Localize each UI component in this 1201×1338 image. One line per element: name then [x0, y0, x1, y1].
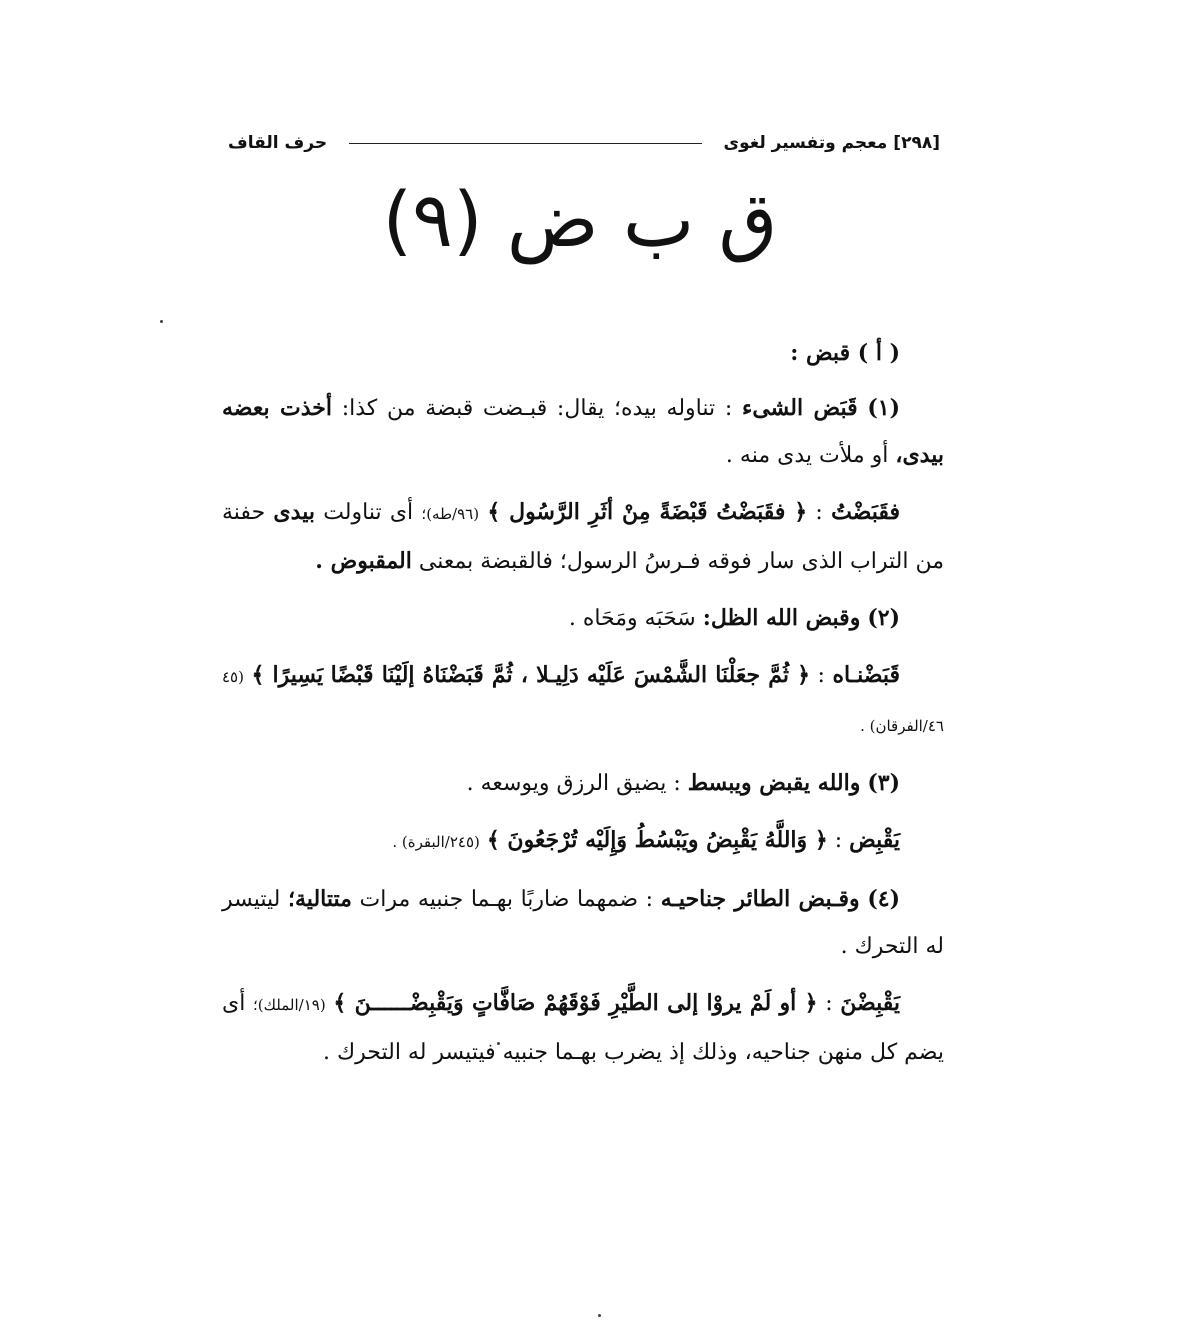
- separator: :: [825, 991, 833, 1016]
- entry-3: [222, 760, 944, 807]
- scan-speck: [598, 1314, 601, 1317]
- quran-example-1: [222, 489, 944, 585]
- quran-verse: ﴿ وَاللَّهُ يَقْبِضُ ويَبْسُطُ وَإِلَيْه تُرْجَعُونَ ﴾: [486, 827, 828, 853]
- example-word: يَقْبِض: [849, 827, 900, 853]
- quran-verse: ﴿ ثُمَّ جعَلْنَا الشَّمْسَ عَلَيْه دَلِيـلا ، ثُمَّ قَبَضْنَاهُ إلَيْنَا قَبْضًا: [330, 662, 811, 688]
- explanation-end: فيتيسر له التحرك .: [323, 1040, 496, 1065]
- example-word: قَبَضْنـاه: [832, 662, 900, 688]
- dictionary-body: [222, 330, 944, 1086]
- quran-verse: ﴿ فقَبَضْتُ قَبْضَةً مِنْ أثَرِ الرَّسُول ﴾: [487, 499, 808, 525]
- header-rule: [349, 143, 701, 144]
- verse-citation: (٤٥ ٤٦/الفرقان) .: [222, 668, 944, 735]
- entry-number: (١): [867, 395, 900, 421]
- verse-citation: (٢٤٥/البقرة) .: [392, 833, 480, 851]
- book-title: معجم وتفسير لغوى: [723, 133, 888, 153]
- explanation: أى يضم كل منهن جناحيه، وذلك إذ يضرب بهـما جنبيه: [222, 991, 944, 1065]
- explanation: أى تناولت: [323, 500, 414, 525]
- verse-citation: (٩٦/طه)؛: [421, 505, 480, 523]
- verse-citation: (١٩/الملك)؛: [253, 996, 326, 1014]
- entry-number: (٤): [867, 886, 900, 912]
- entry-text-bold: متتالية؛: [288, 886, 352, 912]
- entry-term: وقـبض الطائر جناحيـه: [660, 886, 860, 912]
- entry-text: : يضيق الرزق ويوسعه .: [466, 771, 681, 796]
- entry-term: والله يقبض ويبسط: [687, 770, 861, 796]
- entry-term: وقبض الله الظل:: [702, 605, 861, 631]
- entry-text: : ضمهما ضاربًا بهـما جنبيه مرات: [359, 887, 654, 912]
- scan-speck: [160, 320, 163, 323]
- quran-verse: ﴿ أو لَمْ يروْا إلى الطَّيْرِ فَوْقَهُمْ صَافَّاتٍ وَيَقْبِضْــــــنَ ﴾: [333, 990, 818, 1016]
- root-title: ق ب ض (٩): [382, 175, 778, 264]
- entry-number: (٢): [867, 605, 900, 631]
- quran-example-3: [222, 817, 944, 866]
- explanation-end: المقبوض .: [315, 548, 412, 574]
- quran-example-4: [222, 980, 944, 1076]
- separator: :: [815, 500, 823, 525]
- example-word: فقَبَضْتُ: [831, 499, 901, 525]
- chapter-title: حرف القاف: [228, 133, 328, 153]
- explanation-bold: بيدى: [273, 499, 315, 525]
- separator: :: [834, 828, 843, 853]
- entry-1: [222, 385, 944, 479]
- entry-2: [222, 595, 944, 642]
- quran-verse-end: يَسِيرًا ﴾: [251, 662, 324, 688]
- page-number: [٢٩٨]: [893, 133, 940, 153]
- section-heading-a: ( أ ) قبض :: [790, 340, 900, 366]
- entry-text-bold: أخذت بعضه بيدى،: [222, 395, 944, 468]
- entry-term: قَبَض الشىء: [741, 395, 858, 421]
- running-header: [228, 128, 940, 158]
- entry-text-cont: أو ملأت يدى منه .: [725, 443, 889, 468]
- entry-text: : تناوله بيده؛ يقال: قبـضت قبضة من كذا:: [341, 396, 733, 421]
- example-word: يَقْبِضْنَ: [840, 990, 900, 1016]
- quran-example-2: [222, 652, 944, 750]
- entry-number: (٣): [867, 770, 900, 796]
- entry-text: سَحَبَه ومَحَاه .: [568, 606, 696, 631]
- entry-4: [222, 876, 944, 970]
- separator: :: [817, 663, 825, 688]
- explanation-cont: حفنة من التراب الذى سار فوقه فـرسُ الرسول؛ فالقبضة بمعنى: [222, 500, 944, 574]
- entry-text-cont: ليتيسر له التحرك .: [222, 887, 944, 959]
